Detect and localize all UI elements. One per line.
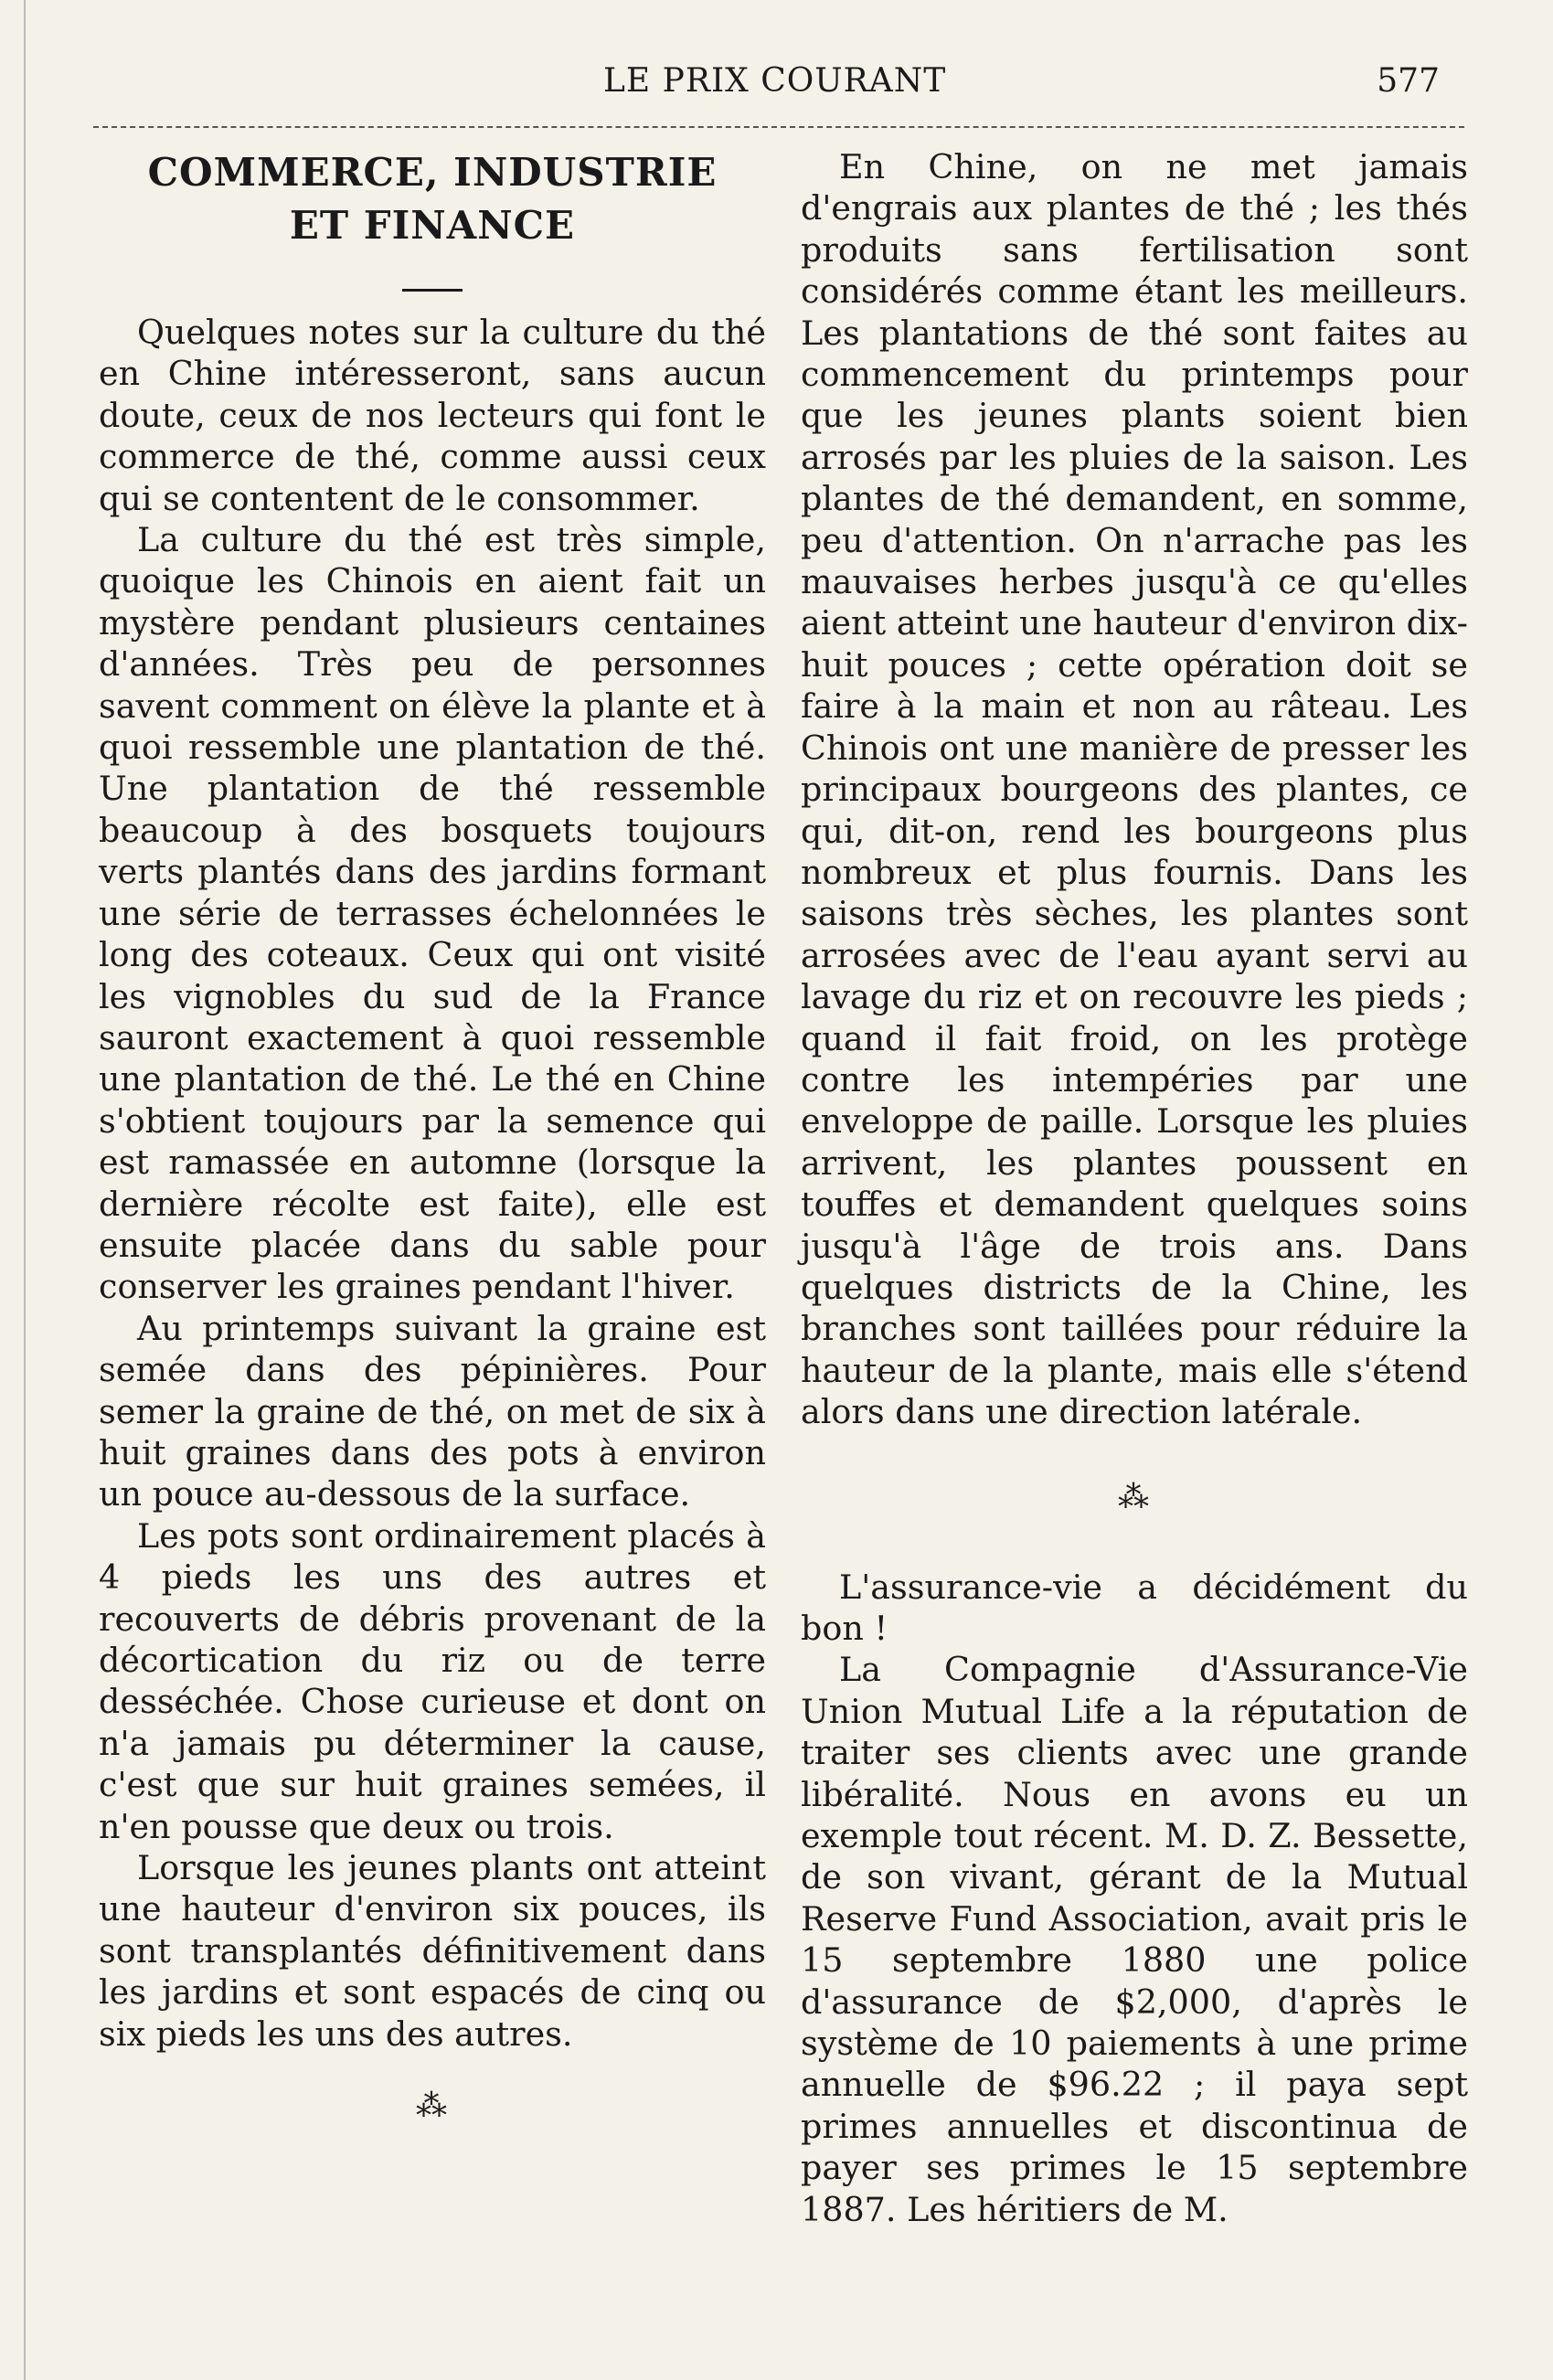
paragraph: La culture du thé est très simple, quoique les Chinois en aient fait un mystère pendant plusieurs centaines d'années. Très peu de personnes savent comment on élève la plante et à quoi ressemble une plantation de thé. Une plantation de thé ressemble beaucoup à des bosquets toujours verts plantés dans des jardins formant une série de terrasses échelonnées le long des coteaux. Ceux qui ont visité les vignobles du sud de la France sauront exactement à quoi ressemble une plantation de thé. Le thé en Chine s'obtient toujours par la semence qui est ramassée en automne (lorsque la dernière récolte est faite), elle est ensuite placée dans du sable pour conserver les graines pendant l'hiver. — [99, 520, 766, 1307]
page-number: 577 — [1377, 62, 1440, 100]
section-title-line1: COMMERCE, INDUSTRIE — [147, 150, 718, 195]
binding-edge — [24, 0, 26, 2380]
asterism: ⁂ — [416, 2088, 449, 2125]
header-rule — [93, 126, 1464, 128]
section-title-line2: ET FINANCE — [289, 203, 576, 248]
paragraph: La Compagnie d'Assurance-Vie Union Mutual Life a la réputation de traiter ses clients avec une grande libéralité. Nous en avons eu un exemple tout récent. M. D. Z. Bessette, de son vivant, gérant de la Mutual Reserve Fund Association, avait pris le 15 septembre 1880 une police d'assurance de $2,000, d'après le système de 10 paiements à une prime annuelle de $96.22 ; il paya sept primes annuelles et discontinua de payer ses primes le 15 septembre 1887. Les héritiers de M. — [801, 1650, 1468, 2229]
page-header — [0, 55, 1553, 110]
paragraph: Au printemps suivant la graine est semée dans des pépinières. Pour semer la graine de thé, on met de six à huit graines dans des pots à environ un pouce au-dessous de la surface. — [99, 1308, 766, 1514]
asterism: ⁂ — [1118, 1478, 1151, 1515]
paragraph: Quelques notes sur la culture du thé en Chine intéresseront, sans aucun doute, ceux de nos lecteurs qui font le commerce de thé, comme aussi ceux qui se contentent de le consommer. — [99, 313, 766, 518]
paragraph: Lorsque les jeunes plants ont atteint une hauteur d'environ six pouces, ils sont transplantés définitivement dans les jardins et sont espacés de cinq ou six pieds les uns des autres. — [99, 1848, 766, 2054]
paragraph: En Chine, on ne met jamais d'engrais aux plantes de thé ; les thés produits sans fertilisation sont considérés comme étant les meilleurs. Les plantations de thé sont faites au commencement du printemps pour que les jeunes plants soient bien arrosés par les pluies de la saison. Les plantes de thé demandent, en somme, peu d'attention. On n'arrache pas les mauvaises herbes jusqu'à ce qu'elles aient atteint une hauteur d'environ dix-huit pouces ; cette opération doit se faire à la main et non au râteau. Les Chinois ont une manière de presser les principaux bourgeons des plantes, ce qui, dit-on, rend les bourgeons plus nombreux et plus fournis. Dans les saisons très sèches, les plantes sont arrosées avec de l'eau ayant servi au lavage du riz et on recouvre les pieds ; quand il fait froid, on les protège contre les intempéries par une enveloppe de paille. Lorsque les pluies arrivent, les plantes poussent en touffes et demandent quelques soins jusqu'à l'âge de trois ans. Dans quelques districts de la Chine, les branches sont taillées pour réduire la hauteur de la plante, mais elle s'étend alors dans une direction latérale. — [801, 147, 1468, 1432]
paragraph: Les pots sont ordinairement placés à 4 pieds les uns des autres et recouverts de débris provenant de la décortication du riz ou de terre desséchée. Chose curieuse et dont on n'a jamais pu déterminer la cause, c'est que sur huit graines semées, il n'en pousse que deux ou trois. — [99, 1515, 766, 1846]
right-column — [801, 146, 1468, 2230]
running-title: LE PRIX COURANT — [603, 62, 947, 100]
paragraph: L'assurance-vie a décidément du bon ! — [801, 1567, 1468, 1648]
title-rule — [402, 289, 463, 292]
left-column — [99, 146, 766, 2124]
